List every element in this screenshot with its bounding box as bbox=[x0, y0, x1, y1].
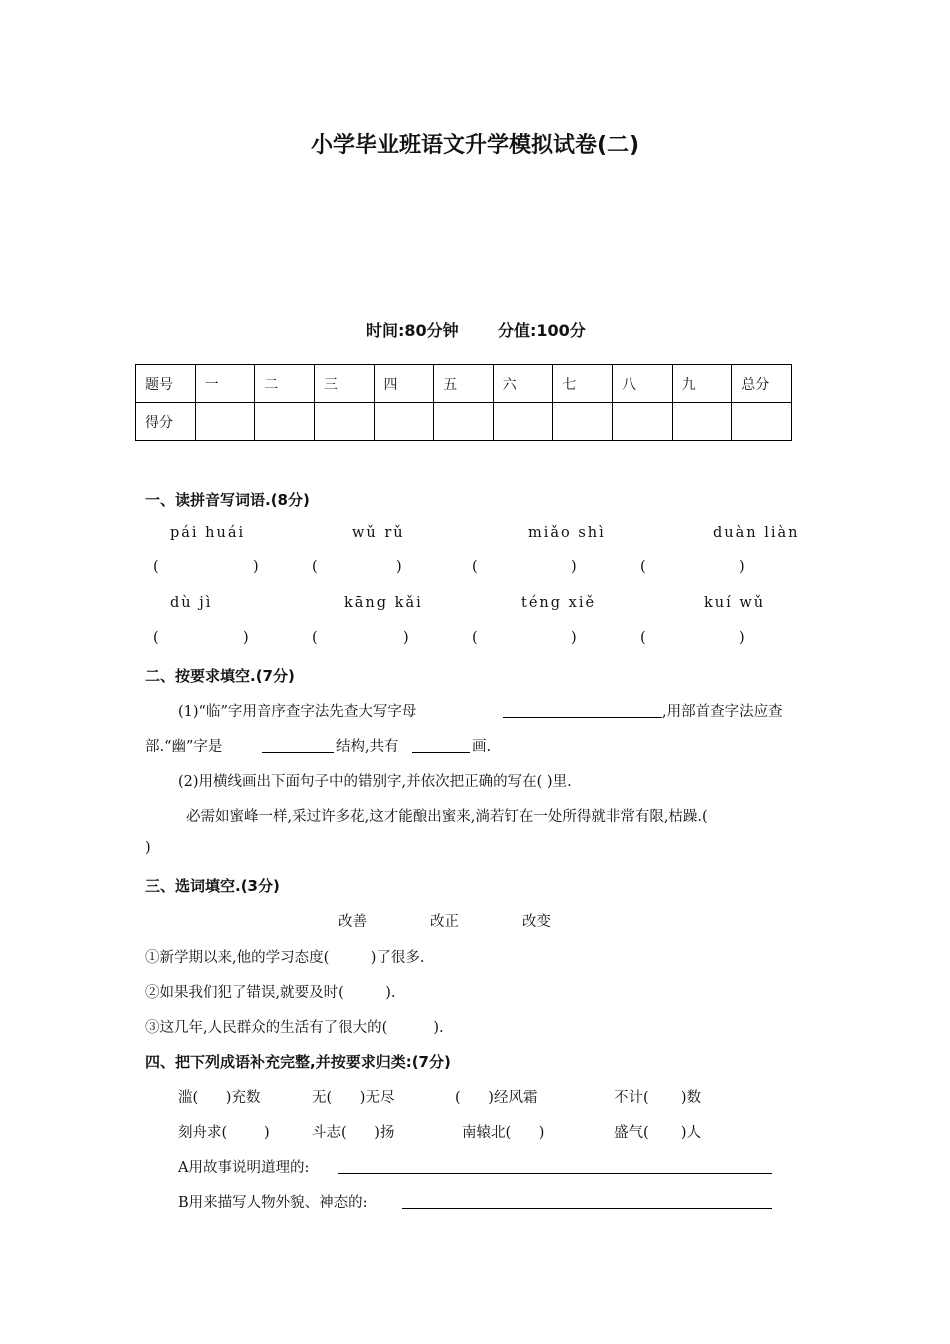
answer-line[interactable] bbox=[412, 752, 470, 753]
question-text: (2)用横线画出下面句子中的错别字,并依次把正确的写在( )里. bbox=[178, 774, 572, 790]
category-label-b: B用来描写人物外貌、神态的: bbox=[178, 1195, 368, 1211]
answer-paren-open: ( bbox=[640, 559, 646, 575]
score-input-cell[interactable] bbox=[613, 403, 673, 441]
pinyin: duàn liàn bbox=[713, 525, 800, 541]
idiom-item: 无( )无尽 bbox=[312, 1090, 395, 1106]
idiom-item: 刻舟求( ) bbox=[178, 1125, 270, 1141]
answer-paren-close: ) bbox=[739, 630, 745, 646]
section-2-heading: 二、按要求填空.(7分) bbox=[145, 667, 295, 685]
score-input-cell[interactable] bbox=[732, 403, 792, 441]
word-option: 改善 bbox=[338, 914, 367, 930]
pinyin: wǔ rǔ bbox=[352, 525, 405, 541]
answer-paren-open: ( bbox=[153, 630, 159, 646]
table-cell: 七 bbox=[553, 365, 613, 403]
pinyin: kāng kǎi bbox=[344, 595, 423, 611]
table-cell: 八 bbox=[613, 365, 673, 403]
question-text: 画. bbox=[472, 739, 492, 755]
question-text: ,用部首查字法应查 bbox=[662, 704, 783, 720]
section-3-heading: 三、选词填空.(3分) bbox=[145, 877, 280, 895]
pinyin: pái huái bbox=[170, 525, 246, 541]
question-text: ) bbox=[145, 840, 151, 856]
question-text: ③这几年,人民群众的生活有了很大的( ). bbox=[145, 1020, 444, 1036]
question-text: ①新学期以来,他的学习态度( )了很多. bbox=[145, 950, 425, 966]
pinyin: téng xiě bbox=[521, 595, 597, 611]
idiom-item: 南辕北( ) bbox=[462, 1125, 545, 1141]
score-input-cell[interactable] bbox=[434, 403, 494, 441]
pinyin: kuí wǔ bbox=[704, 595, 766, 611]
word-option: 改变 bbox=[522, 914, 551, 930]
score-input-cell[interactable] bbox=[314, 403, 374, 441]
answer-paren-open: ( bbox=[312, 630, 318, 646]
answer-paren-close: ) bbox=[253, 559, 259, 575]
idiom-item: 斗志( )扬 bbox=[312, 1125, 395, 1141]
question-text: 部.“幽”字是 bbox=[145, 739, 223, 755]
answer-paren-close: ) bbox=[396, 559, 402, 575]
idiom-item: ( )经风霜 bbox=[455, 1090, 538, 1106]
answer-paren-close: ) bbox=[571, 630, 577, 646]
idiom-item: 滥( )充数 bbox=[178, 1090, 261, 1106]
idiom-item: 盛气( )人 bbox=[614, 1125, 702, 1141]
score-input-cell[interactable] bbox=[255, 403, 315, 441]
answer-paren-open: ( bbox=[312, 559, 318, 575]
idiom-item: 不计( )数 bbox=[614, 1090, 702, 1106]
answer-paren-close: ) bbox=[403, 630, 409, 646]
pinyin: dù jì bbox=[170, 595, 213, 611]
answer-paren-open: ( bbox=[472, 630, 478, 646]
question-text: ②如果我们犯了错误,就要及时( ). bbox=[145, 985, 396, 1001]
table-cell: 六 bbox=[493, 365, 553, 403]
table-cell: 九 bbox=[672, 365, 732, 403]
table-cell: 题号 bbox=[136, 365, 196, 403]
question-passage: 必需如蜜峰一样,采过许多花,这才能酿出蜜来,淌若钉在一处所得就非常有限,枯躁.( bbox=[186, 809, 708, 825]
score-input-cell[interactable] bbox=[553, 403, 613, 441]
score-input-cell[interactable] bbox=[672, 403, 732, 441]
score-table-header-row bbox=[136, 365, 792, 403]
table-cell: 三 bbox=[314, 365, 374, 403]
table-cell: 得分 bbox=[136, 403, 196, 441]
category-label-a: A用故事说明道理的: bbox=[178, 1160, 310, 1176]
section-4-heading: 四、把下列成语补充完整,并按要求归类:(7分) bbox=[145, 1053, 451, 1071]
answer-paren-close: ) bbox=[571, 559, 577, 575]
section-1-heading: 一、读拼音写词语.(8分) bbox=[145, 491, 310, 509]
question-text: (1)“临”字用音序查字法先查大写字母 bbox=[178, 704, 417, 720]
score-input-cell[interactable] bbox=[493, 403, 553, 441]
question-text: 结构,共有 bbox=[336, 739, 399, 755]
table-cell: 一 bbox=[195, 365, 255, 403]
answer-paren-close: ) bbox=[739, 559, 745, 575]
answer-line[interactable] bbox=[262, 752, 334, 753]
word-option: 改正 bbox=[430, 914, 459, 930]
table-cell: 二 bbox=[255, 365, 315, 403]
table-cell: 五 bbox=[434, 365, 494, 403]
score-table-score-row bbox=[136, 403, 792, 441]
answer-paren-open: ( bbox=[472, 559, 478, 575]
score-input-cell[interactable] bbox=[374, 403, 434, 441]
answer-line[interactable] bbox=[503, 717, 662, 718]
answer-line[interactable] bbox=[338, 1173, 772, 1174]
answer-paren-open: ( bbox=[153, 559, 159, 575]
pinyin: miǎo shì bbox=[528, 525, 606, 541]
page-title: 小学毕业班语文升学模拟试卷(二) bbox=[310, 133, 640, 158]
table-cell: 四 bbox=[374, 365, 434, 403]
exam-time: 时间:80分钟 bbox=[366, 321, 459, 340]
answer-paren-close: ) bbox=[243, 630, 249, 646]
score-table bbox=[135, 364, 792, 441]
exam-score: 分值:100分 bbox=[498, 321, 586, 340]
score-input-cell[interactable] bbox=[195, 403, 255, 441]
answer-line[interactable] bbox=[402, 1208, 772, 1209]
table-cell: 总分 bbox=[732, 365, 792, 403]
answer-paren-open: ( bbox=[640, 630, 646, 646]
